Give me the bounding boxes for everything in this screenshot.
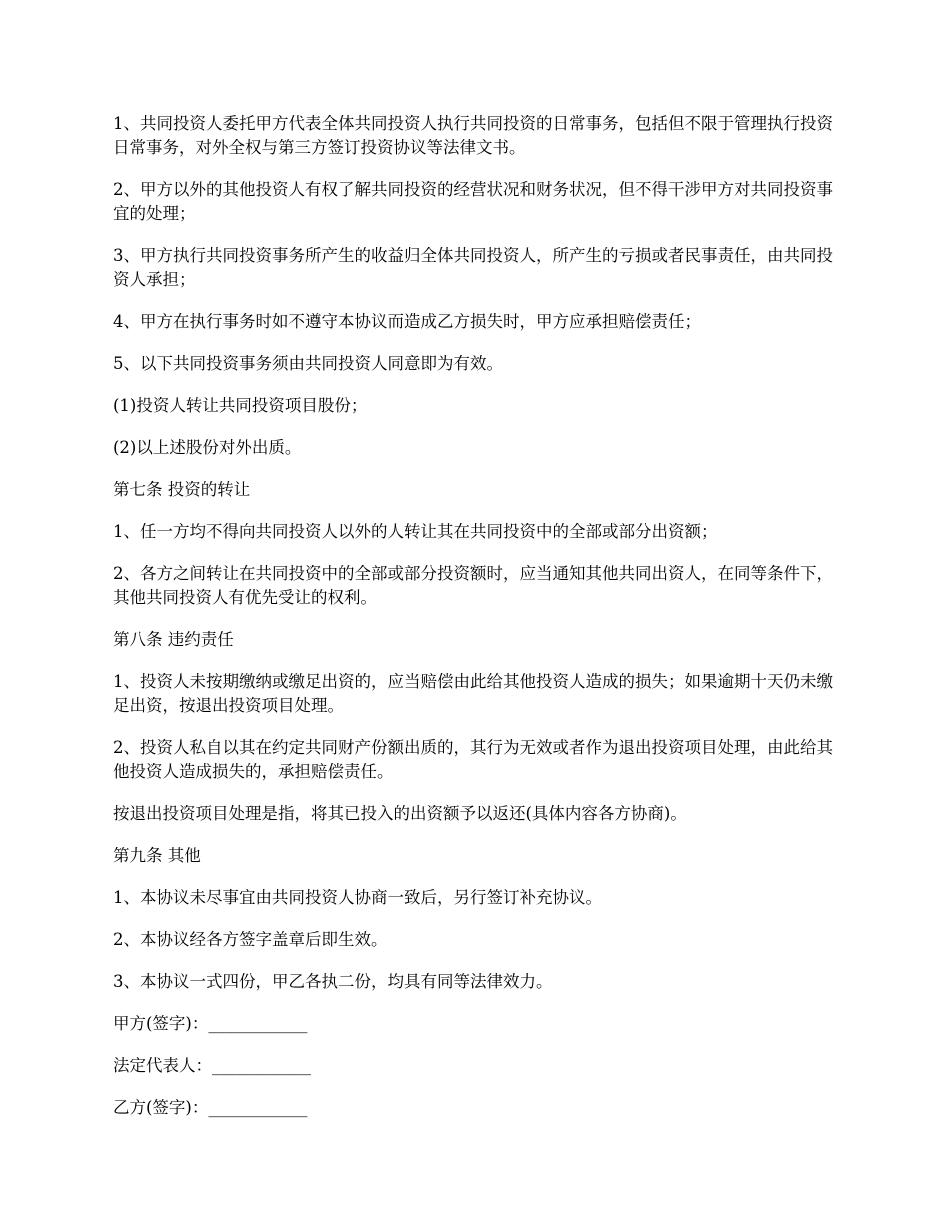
clause-paragraph: 1、共同投资人委托甲方代表全体共同投资人执行共同投资的日常事务，包括但不限于管理执行投资日常事务，对外全权与第三方签订投资协议等法律文书。 xyxy=(113,114,833,157)
clause-paragraph: 3、甲方执行共同投资事务所产生的收益归全体共同投资人，所产生的亏损或者民事责任，由共同投资人承担； xyxy=(113,246,833,289)
article-heading: 第九条 其他 xyxy=(113,846,201,865)
clause-paragraph: 2、各方之间转让在共同投资中的全部或部分投资额时，应当通知其他共同出资人，在同等条件下，其他共同投资人有优先受让的权利。 xyxy=(113,564,833,607)
document-body xyxy=(113,112,840,1138)
signature-line-party-b: 乙方(签字)：____________ xyxy=(113,1098,308,1117)
clause-paragraph: 按退出投资项目处理是指，将其已投入的出资额予以返还(具体内容各方协商)。 xyxy=(113,804,687,823)
clause-paragraph: 1、投资人未按期缴纳或缴足出资的，应当赔偿由此给其他投资人造成的损失；如果逾期十天仍未缴足出资，按退出投资项目处理。 xyxy=(113,672,833,715)
clause-subitem: (1)投资人转让共同投资项目股份； xyxy=(113,396,368,415)
clause-paragraph: 2、甲方以外的其他投资人有权了解共同投资的经营状况和财务状况，但不得干涉甲方对共同投资事宜的处理； xyxy=(113,180,833,223)
clause-paragraph: 2、投资人私自以其在约定共同财产份额出质的，其行为无效或者作为退出投资项目处理，由此给其他投资人造成损失的，承担赔偿责任。 xyxy=(113,738,833,781)
clause-paragraph: 4、甲方在执行事务时如不遵守本协议而造成乙方损失时，甲方应承担赔偿责任； xyxy=(113,312,701,331)
clause-paragraph: 2、本协议经各方签字盖章后即生效。 xyxy=(113,930,388,949)
clause-paragraph: 5、以下共同投资事务须由共同投资人同意即为有效。 xyxy=(113,354,503,373)
article-heading: 第七条 投资的转让 xyxy=(113,480,251,499)
article-heading: 第八条 违约责任 xyxy=(113,630,234,649)
clause-paragraph: 1、本协议未尽事宜由共同投资人协商一致后，另行签订补充协议。 xyxy=(113,888,602,907)
clause-paragraph: 3、本协议一式四份，甲乙各执二份，均具有同等法律效力。 xyxy=(113,972,553,991)
signature-line-legal-representative: 法定代表人：____________ xyxy=(113,1056,311,1075)
clause-subitem: (2)以上述股份对外出质。 xyxy=(113,438,302,457)
signature-line-party-a: 甲方(签字)：____________ xyxy=(113,1014,308,1033)
clause-paragraph: 1、任一方均不得向共同投资人以外的人转让其在共同投资中的全部或部分出资额； xyxy=(113,522,718,541)
